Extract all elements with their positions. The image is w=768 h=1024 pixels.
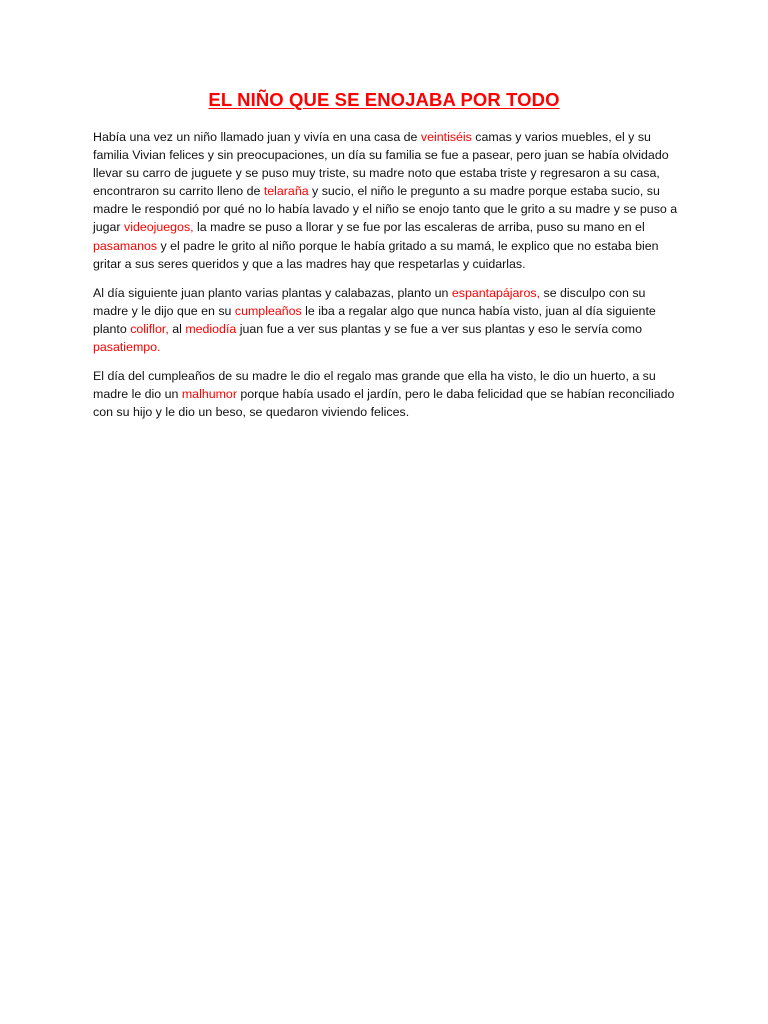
highlighted-word: coliflor, — [130, 321, 169, 336]
paragraph-text: porque había usado el jardín, pero le daba felicidad que se habían reconciliado con su hijo y le dio un beso, se quedaron viviendo felices. — [93, 387, 675, 420]
document-title: EL NIÑO QUE SE ENOJABA POR TODO — [208, 89, 560, 110]
paragraph-text: El día del cumpleaños de su madre le dio el regalo mas grande que ella ha visto, le dio un huerto, a su madre le dio un — [93, 369, 656, 402]
paragraph-2 — [93, 284, 679, 356]
paragraph-1 — [93, 128, 679, 273]
highlighted-word: espantapájaros, — [451, 285, 541, 300]
highlighted-word: veintiséis — [420, 130, 472, 144]
paragraph-3 — [93, 367, 679, 421]
paragraph-text: y el padre le grito al niño porque le había gritado a su mamá, le explico que no estaba bien gritar a sus seres queridos y que a las madres hay que respetarlas y cuidarlas. — [93, 238, 659, 271]
paragraph-text: juan fue a ver sus plantas y se fue a ver sus plantas y eso le servía como — [236, 321, 642, 336]
paragraph-text: camas y varios muebles, el y su familia Vivian felices y sin preocupaciones, un día su familia se fue a pasear, pero juan se había olvidado llevar su carro de juguete y se puso muy triste, su madre noto que estaba triste y regresaron a su casa, encontraron su carrito lleno de — [93, 130, 669, 199]
highlighted-word: videojuegos, — [124, 220, 194, 235]
paragraph-text: al — [168, 321, 186, 336]
paragraph-text: Había una vez un niño llamado juan y vivía en una casa de — [93, 130, 421, 144]
paragraph-text: Al día siguiente juan planto varias plantas y calabazas, planto un — [93, 285, 452, 300]
highlighted-word: cumpleaños — [234, 303, 302, 318]
paragraph-text: la madre se puso a llorar y se fue por las escaleras de arriba, puso su mano en el — [193, 220, 645, 235]
highlighted-word: mediodía — [185, 321, 237, 336]
document-body — [93, 128, 679, 432]
highlighted-word: telaraña — [263, 184, 309, 199]
paragraph-text: y sucio, el niño le pregunto a su madre porque estaba sucio, su madre le respondió por qué no lo había lavado y el niño se enojo tanto que le grito a su madre y se puso a jugar — [93, 184, 678, 235]
highlighted-word: malhumor — [181, 387, 237, 402]
paragraph-text: se disculpo con su madre y le dijo que en su — [93, 285, 646, 318]
paragraph-text: le iba a regalar algo que nunca había visto, juan al día siguiente planto — [93, 303, 656, 336]
highlighted-word: pasamanos — [93, 238, 158, 253]
highlighted-word: pasatiempo. — [93, 340, 161, 355]
